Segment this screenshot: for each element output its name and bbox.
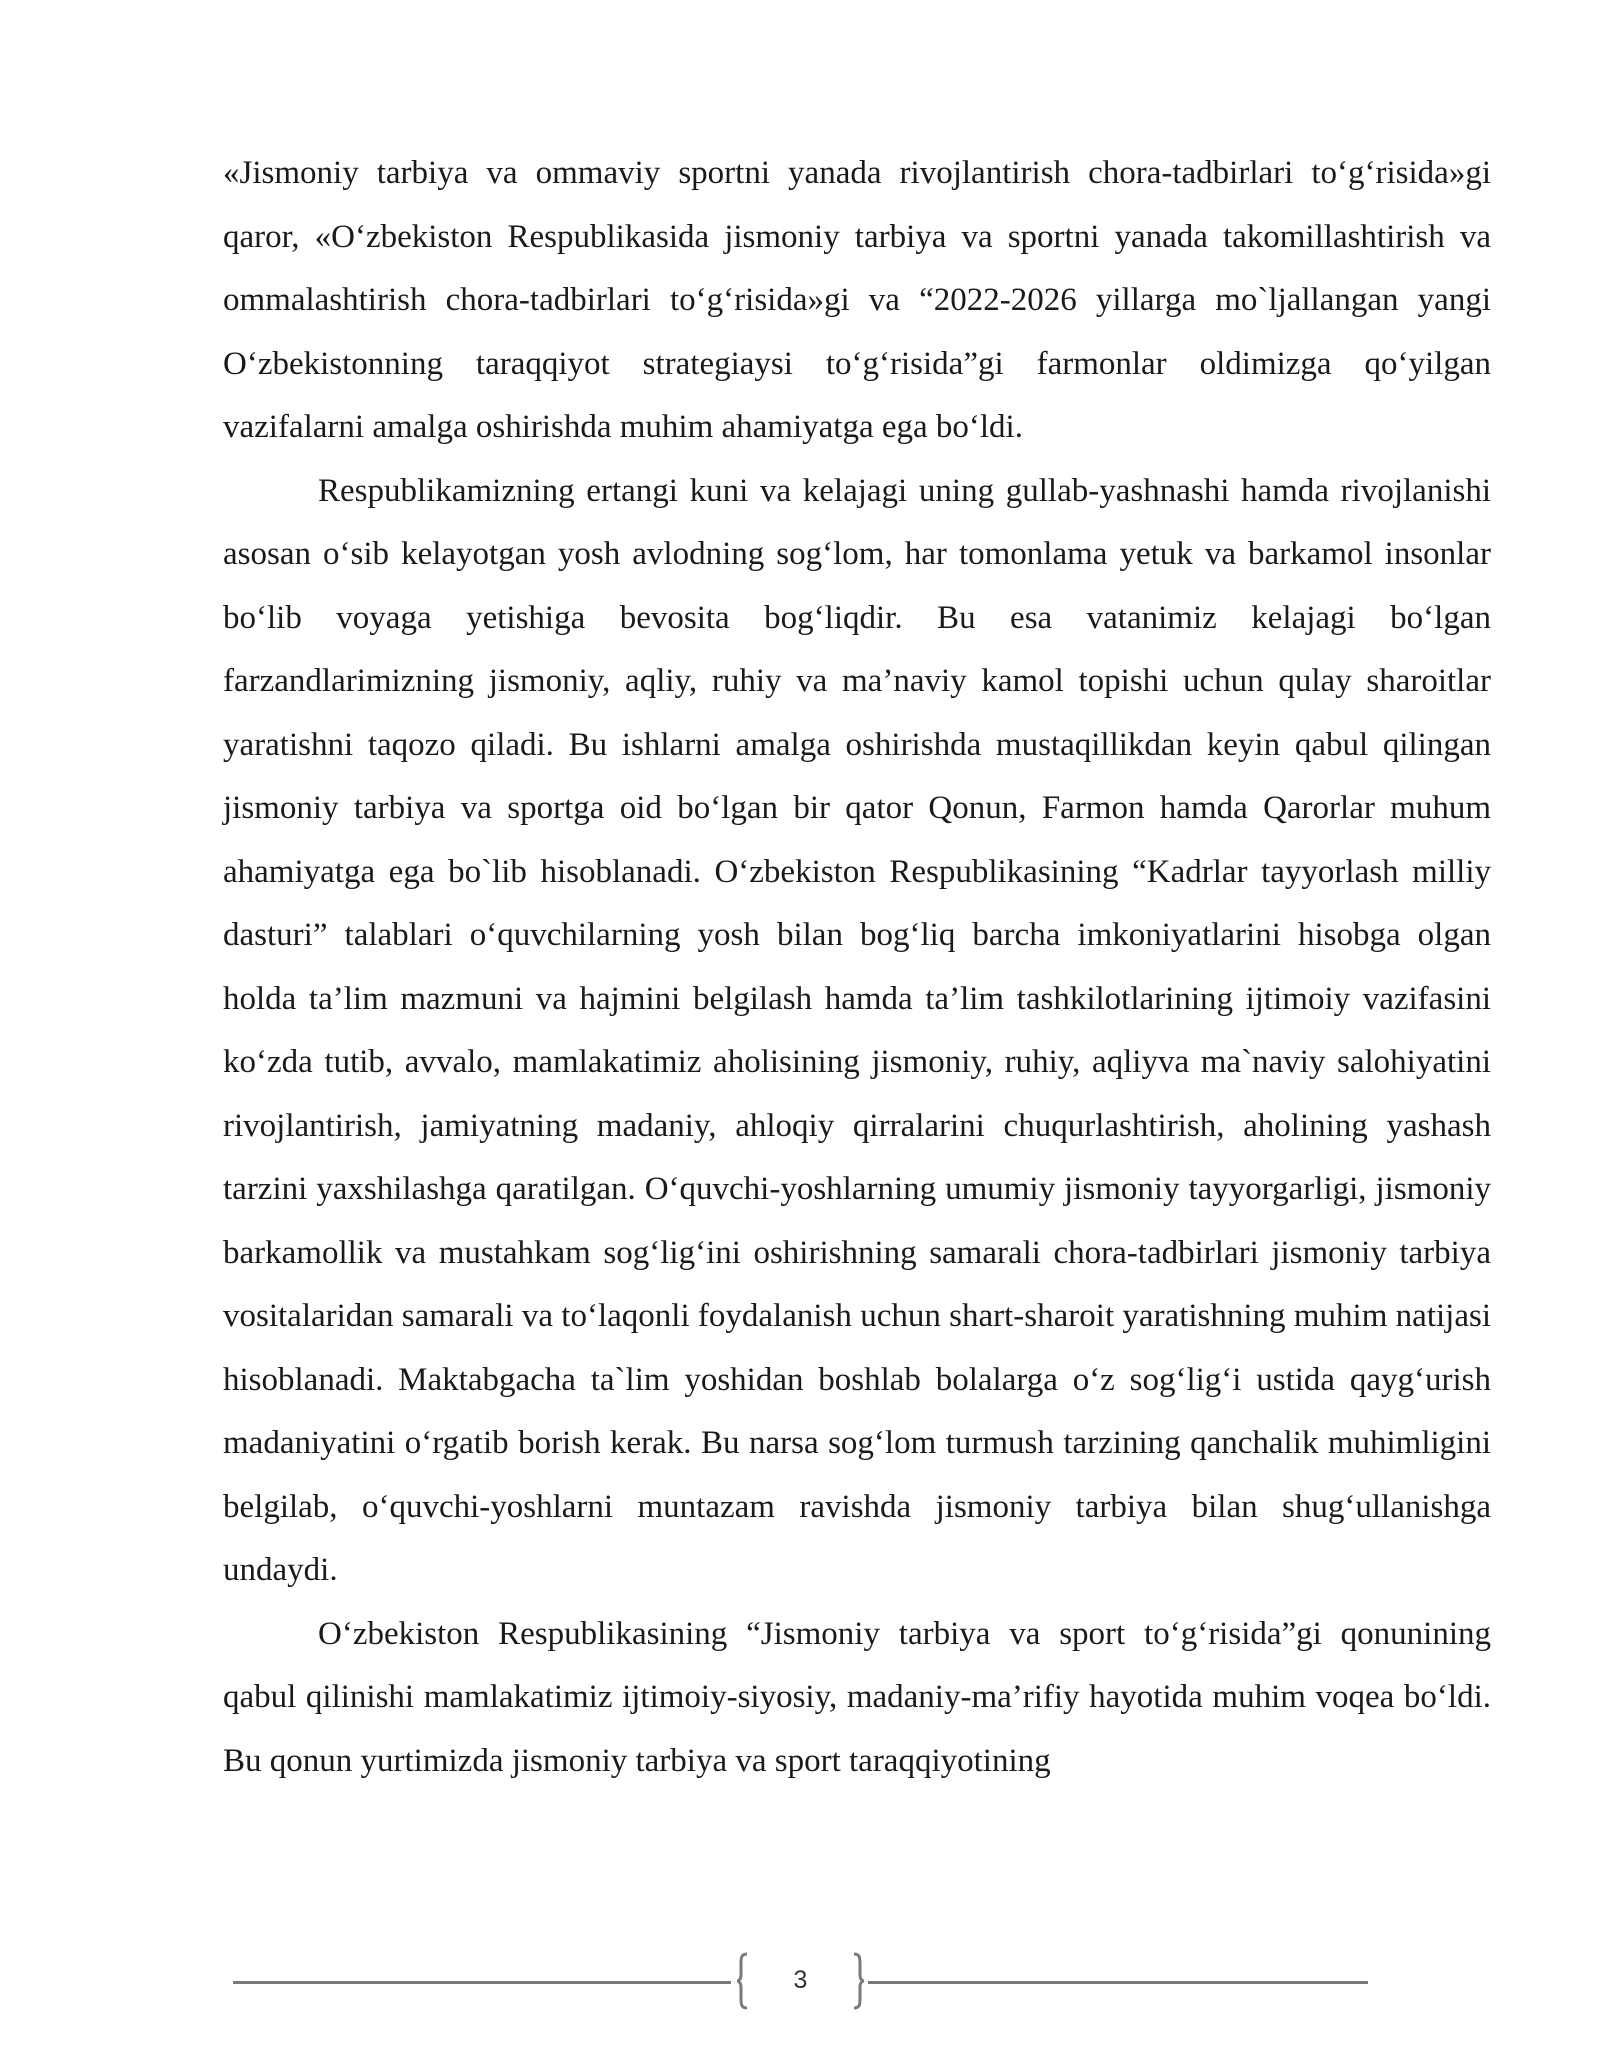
footer-rule-right	[868, 1981, 1368, 1984]
paragraph-1: «Jismoniy tarbiya va ommaviy sportni yanada rivojlantirish chora-tadbirlari to‘g‘risida»gi qaror, «O‘zbekiston Respublikasida jismoniy tarbiya va sportni yanada takomillashtirish va ommalashtirish chora-tadbirlari to‘g‘risida»gi va “2022-2026 yillarga mo`ljallangan yangi O‘zbekistonning taraqqiyot strategiaysi to‘g‘risida”gi farmonlar oldimizga qo‘yilgan vazifalarni amalga oshirishda muhim ahamiyatga ega bo‘ldi.	[223, 155, 1491, 445]
right-bracket-icon	[851, 1952, 865, 2010]
footer-rule-left	[233, 1981, 731, 1984]
left-bracket-icon	[736, 1952, 750, 2010]
paragraph-3: O‘zbekiston Respublikasining “Jismoniy tarbiya va sport to‘g‘risida”gi qonunining qabul qilinishi mamlakatimiz ijtimoiy-siyosiy, madaniy-ma’rifiy hayotida muhim voqea bo‘ldi. Bu qonun yurtimizda jismoniy tarbiya va sport taraqqiyotining	[223, 1615, 1491, 1779]
body-text	[223, 142, 1491, 1793]
page-number: 3	[793, 1966, 808, 1994]
paragraph-2: Respublikamizning ertangi kuni va kelajagi uning gullab-yashnashi hamda rivojlanishi asosan o‘sib kelayotgan yosh avlodning sog‘lom, har tomonlama yetuk va barkamol insonlar bo‘lib voyaga yetishiga bevosita bog‘liqdir. Bu esa vatanimiz kelajagi bo‘lgan farzandlarimizning jismoniy, aqliy, ruhiy va ma’naviy kamol topishi uchun qulay sharoitlar yaratishni taqozo qiladi. Bu ishlarni amalga oshirishda mustaqillikdan keyin qabul qilingan jismoniy tarbiya va sportga oid bo‘lgan bir qator Qonun, Farmon hamda Qarorlar muhum ahamiyatga ega bo`lib hisoblanadi. O‘zbekiston Respublikasining “Kadrlar tayyorlash milliy dasturi” talablari o‘quvchilarning yosh bilan bog‘liq barcha imkoniyatlarini hisobga olgan holda ta’lim mazmuni va hajmini belgilash hamda ta’lim tashkilotlarining ijtimoiy vazifasini ko‘zda tutib, avvalo, mamlakatimiz aholisining jismoniy, ruhiy, aqliyva ma`naviy salohiyatini rivojlantirish, jamiyatning madaniy, ahloqiy qirralarini chuqurlashtirish, aholining yashash tarzini yaxshilashga qaratilgan. O‘quvchi-yoshlarning umumiy jismoniy tayyorgarligi, jismoniy barkamollik va mustahkam sog‘lig‘ini oshirishning samarali chora-tadbirlari jismoniy tarbiya vositalaridan samarali va to‘laqonli foydalanish uchun shart-sharoit yaratishning muhim natijasi hisoblanadi. Maktabgacha ta`lim yoshidan boshlab bolalarga o‘z sog‘lig‘i ustida qayg‘urish madaniyatini o‘rgatib borish kerak. Bu narsa sog‘lom turmush tarzining qanchalik muhimligini belgilab, o‘quvchi-yoshlarni muntazam ravishda jismoniy tarbiya bilan shug‘ullanishga undaydi.	[223, 472, 1491, 1588]
page-footer	[233, 1952, 1368, 2012]
